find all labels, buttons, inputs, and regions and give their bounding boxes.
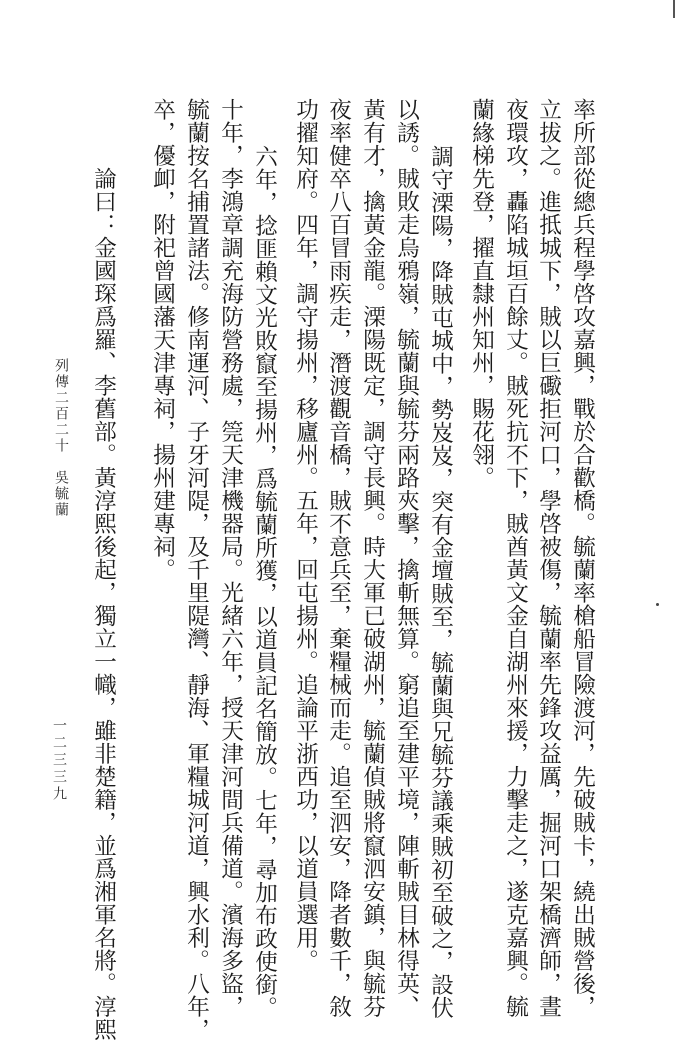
text-column-10: 六年，捻匪賴文光敗竄至揚州，爲毓蘭所獲，以道員記名簡放。七年，尋加布政使銜。	[251, 145, 278, 1019]
text-column-9: 功擢知府。四年，調守揚州，移廬州。五年，回屯揚州。追論平浙西功，以道員選用。	[292, 98, 319, 972]
text-column-5: 調守溧陽，降賊屯城中，勢岌岌，突有金壇賊至，毓蘭與兄毓芬議乘賊初至破之，設伏	[427, 145, 454, 1019]
text-column-1: 率所部從總兵程學啓攻嘉興，戰於合歡橋。毓蘭率槍船冒險渡河，先破賊卡，繞出賊營後，	[569, 98, 596, 1018]
text-column-3: 夜環攻，轟陷城垣百餘丈。賊死抗不下，賊酋黃文金自湖州來援，力擊走之，遂克嘉興。毓	[502, 98, 529, 1018]
text-column-2: 立拔之。進抵城下，賊以巨礮拒河口，學啓被傷，毓蘭率先鋒攻益厲，掘河口架橋濟師，晝	[535, 98, 562, 1018]
lunzan-column: 論曰：金國琛爲羅、李舊部。黃淳熙後起，獨立一幟，雖非楚籍，並爲湘軍名將。淳熙	[90, 167, 117, 1041]
text-column-11: 十年，李鴻章調充海防營務處，筦天津機器局。光緒六年，授天津河間兵備道。濱海多盜，	[217, 98, 244, 1018]
text-column-4: 蘭緣梯先登，擢直隸州知州，賜花翎。	[468, 98, 495, 489]
text-column-7: 黃有才，擒黃金龍。溧陽既定，調守長興。時大軍已破湖州，毓蘭偵賊將竄泗安鎮，與毓芬	[359, 98, 386, 1018]
text-column-13: 卒，優卹，附祀曾國藩天津專祠，揚州建專祠。	[149, 98, 176, 581]
scan-edge-mark	[673, 0, 675, 18]
text-column-8: 夜率健卒八百冒雨疾走，潛渡觀音橋，賊不意兵至，棄糧械而走。追至泗安，降者數千，敘	[325, 98, 352, 1018]
page-number: 一二三三九	[51, 718, 67, 803]
running-title: 列傳二百二十 吳毓蘭	[53, 358, 69, 518]
text-column-6: 以誘。賊敗走烏鴉嶺，毓蘭與毓芬兩路夾擊，擒斬無算。窮追至建平境，陣斬賊目林得英、	[393, 98, 420, 1018]
text-column-12: 毓蘭按名捕置諸法。修南運河、子牙河隄，及千里隄灣、靜海、軍糧城河道，興水利。八年，	[183, 98, 210, 1041]
scan-speck	[656, 603, 659, 606]
